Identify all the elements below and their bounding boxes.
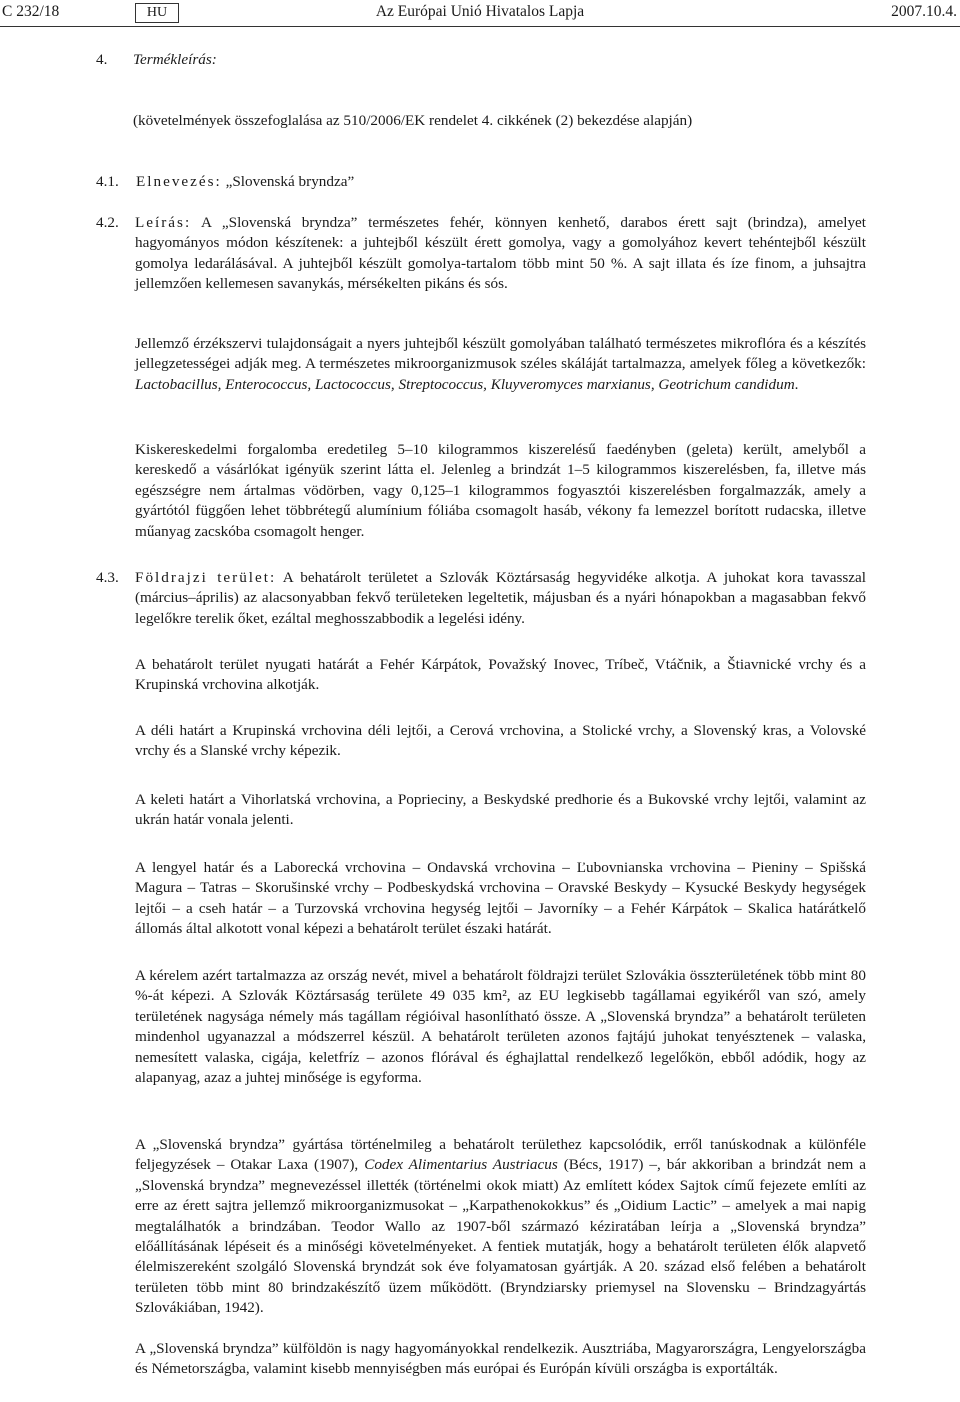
organism-list: Lactobacillus, Enterococcus, Lactococcus, Streptococcus, Kluyveromyces marxianus, Geotrichum candidum [135,375,795,393]
paragraph-text: A „Slovenská bryndza” külföldön is nagy hagyományokkal rendelkezik. Ausztriába, Magyarországra, Lengyelországba és Németországba, valamint kisebb mennyiségben más európai és Európán kívüli országba is exportálták. [135,1340,866,1378]
paragraph [135,655,866,696]
paragraph-text: A „Slovenská bryndza” gyártása történelmileg a behatárolt területhez kapcsolódik, erről tanúskodnak a különféle feljegyzések – Otakar Laxa (1907), [135,1136,866,1174]
page-header [0,0,960,27]
paragraph-text: A behatárolt terület nyugati határát a Fehér Kárpátok, Považský Inovec, Tríbeč, Vtáčnik, a Štiavnické vrchy és a Krupinská vrchovina alkotják. [135,656,866,694]
item-number: 4.2. [96,214,119,231]
page-reference: C 232/18 [2,3,60,20]
paragraph [135,966,866,1088]
paragraph [135,721,866,762]
journal-title: Az Európai Unió Hivatalos Lapja [375,3,585,20]
language-badge: HU [135,3,179,23]
paragraph-text: A keleti határt a Vihorlatská vrchovina, a Poprieciny, a Beskydské predhorie és a Bukovské vrchy lejtői, valamint az ukrán határ vonala jelenti. [135,791,866,829]
publication-date: 2007.10.4. [891,3,957,20]
paragraph-text: A behatárolt területet a Szlovák Köztársaság hegyvidéke alkotja. A juhokat kora tavasszal (március–április) az alacsonyabban fekvő területeken legeltetik, májusban és a nyári hónapokban a magasabban fekvő legelőkre terelik őket, ezáltal meghosszabbodik a legelési idény. [135,569,866,627]
paragraph [135,213,866,295]
paragraph-text: Kiskereskedelmi forgalomba eredetileg 5–10 kilogrammos kiszerelésű faedényben (geleta) került, amelyből a kereskedő a vásárlókat igényük szerint látta el. Jelenleg a brindzát 1–5 kilogrammos kiszerelésben, fa, illetve más egészségre nem ártalmas vödörben, vagy 0,125–1 kilogrammos fogyasztói kiszerelésben forgalmazzák, amely a gyártótól függően lehet többrétegű alumínium fóliába csomagolt hasáb, vékony fa lemezzel borított rudacska, illetve műanyag zacskóba csomagolt henger. [135,441,866,540]
paragraph [135,1135,866,1319]
item-label: Földrajzi terület: [135,569,277,586]
item-label: Leírás: [135,214,192,231]
paragraph [135,334,866,395]
header-divider [0,26,960,27]
paragraph [135,1339,866,1380]
section-note: (követelmények összefoglalása az 510/2006/EK rendelet 4. cikkének (2) bekezdése alapján) [133,112,693,129]
section-title: Termékleírás: [133,51,217,68]
paragraph [135,440,866,542]
paragraph-text: A kérelem azért tartalmazza az ország nevét, mivel a behatárolt földrajzi terület Szlovákia összterületének több mint 80 %-át képezi. A Szlovák Köztársaság területe 49 035 km², az EU legkisebb tagállamai egyikéről van szó, amely területének nagysága némely más tagállam régióival hasonlítható össze. A „Slovenská bryndza” a behatárolt területen mindenhol ugyanazzal a módszerrel készül. A behatárolt területen azonos fajtájú juhokat tenyésztenek – valaska, nemesített valaska, cigája, keletfríz – azonos flórával és éghajlattal rendelkező legelőkön, ebből adódik, hogy az alapanyag, azaz a juhtej minősége is egyforma. [135,967,866,1087]
item-name-line [136,172,354,192]
paragraph-text: . [794,375,799,393]
item-value: „Slovenská bryndza” [225,173,355,190]
paragraph [135,790,866,831]
paragraph-text: (Bécs, 1917) –, bár akkoriban a brindzát nem a „Slovenská bryndza” megnevezéssel illették (történelmi okok miatt) Az említett kódex Sajtok című fejezete említi az erre az érett sajtra jellemző mikroorganizmusokat – „Karpathenokokkus” és „Oidium Lactic” – amelyek a mai napig megtalálhatók a brindzában. Teodor Wallo az 1907-ből származó kéziratában leírja a „Slovenská bryndza” előállításának lépéseit és a minőségi követelményeket. A fentiek mutatják, hogy a behatárolt területen élők alapvető élelmiszereként szolgáló Slovenská bryndzát sok éve folyamatosan gyártják. A 20. század első felében a behatárolt területen több mint 80 brindzakészítő üzem működött. (Bryndziarsky priemysel na Slovensku – Brindzagyártás Szlovákiában, 1942). [135,1156,867,1317]
paragraph-text: A déli határt a Krupinská vrchovina déli lejtői, a Cerová vrchovina, a Stolické vrchy, a Slovenský kras, a Volovské vrchy és a Slanské vrchy képezik. [135,722,866,760]
paragraph [135,858,866,940]
item-label: Elnevezés: [136,173,222,190]
paragraph-text: Jellemző érzékszervi tulajdonságait a nyers juhtejből készült gomolyában található természetes mikroflóra és a készítés jellegzetességei adják meg. A természetes mikroorganizmusok széles skáláját tartalmazza, amelyek főleg a következők: [135,335,866,373]
codex-title: Codex Alimentarius Austriacus [364,1156,558,1174]
item-number: 4.1. [96,173,119,190]
item-number: 4.3. [96,569,119,586]
paragraph-text: A „Slovenská bryndza” természetes fehér, könnyen kenhető, darabos érett sajt (brindza), amelyet hagyományos módon készítenek: a juhtejből készült érett gomolya, vagy a gomolyához kevert tehéntejből készült gomolya ledarálásával. A juhtejből készült gomolya-tartalom több mint 50 %. A sajt illata és íze finom, a juhsajtra jellemzően kellemesen savanykás, mérsékelten pikáns és sós. [135,214,866,293]
paragraph [135,568,866,629]
section-number: 4. [96,51,108,68]
paragraph-text: A lengyel határ és a Laborecká vrchovina – Ondavská vrchovina – Ľubovnianska vrchovina – Pieniny – Spišská Magura – Tatras – Skorušinské vrchy – Podbeskydská vrchovina – Oravské Beskydy – Kysucké Beskydy hegységek lejtői – a cseh határ – a Turzovská vrchovina hegység lejtői – Javorníky – a Fehér Kárpátok – Skalica határátkelő állomás által alkotott vonal képezi a behatárolt terület északi határát. [135,859,866,938]
